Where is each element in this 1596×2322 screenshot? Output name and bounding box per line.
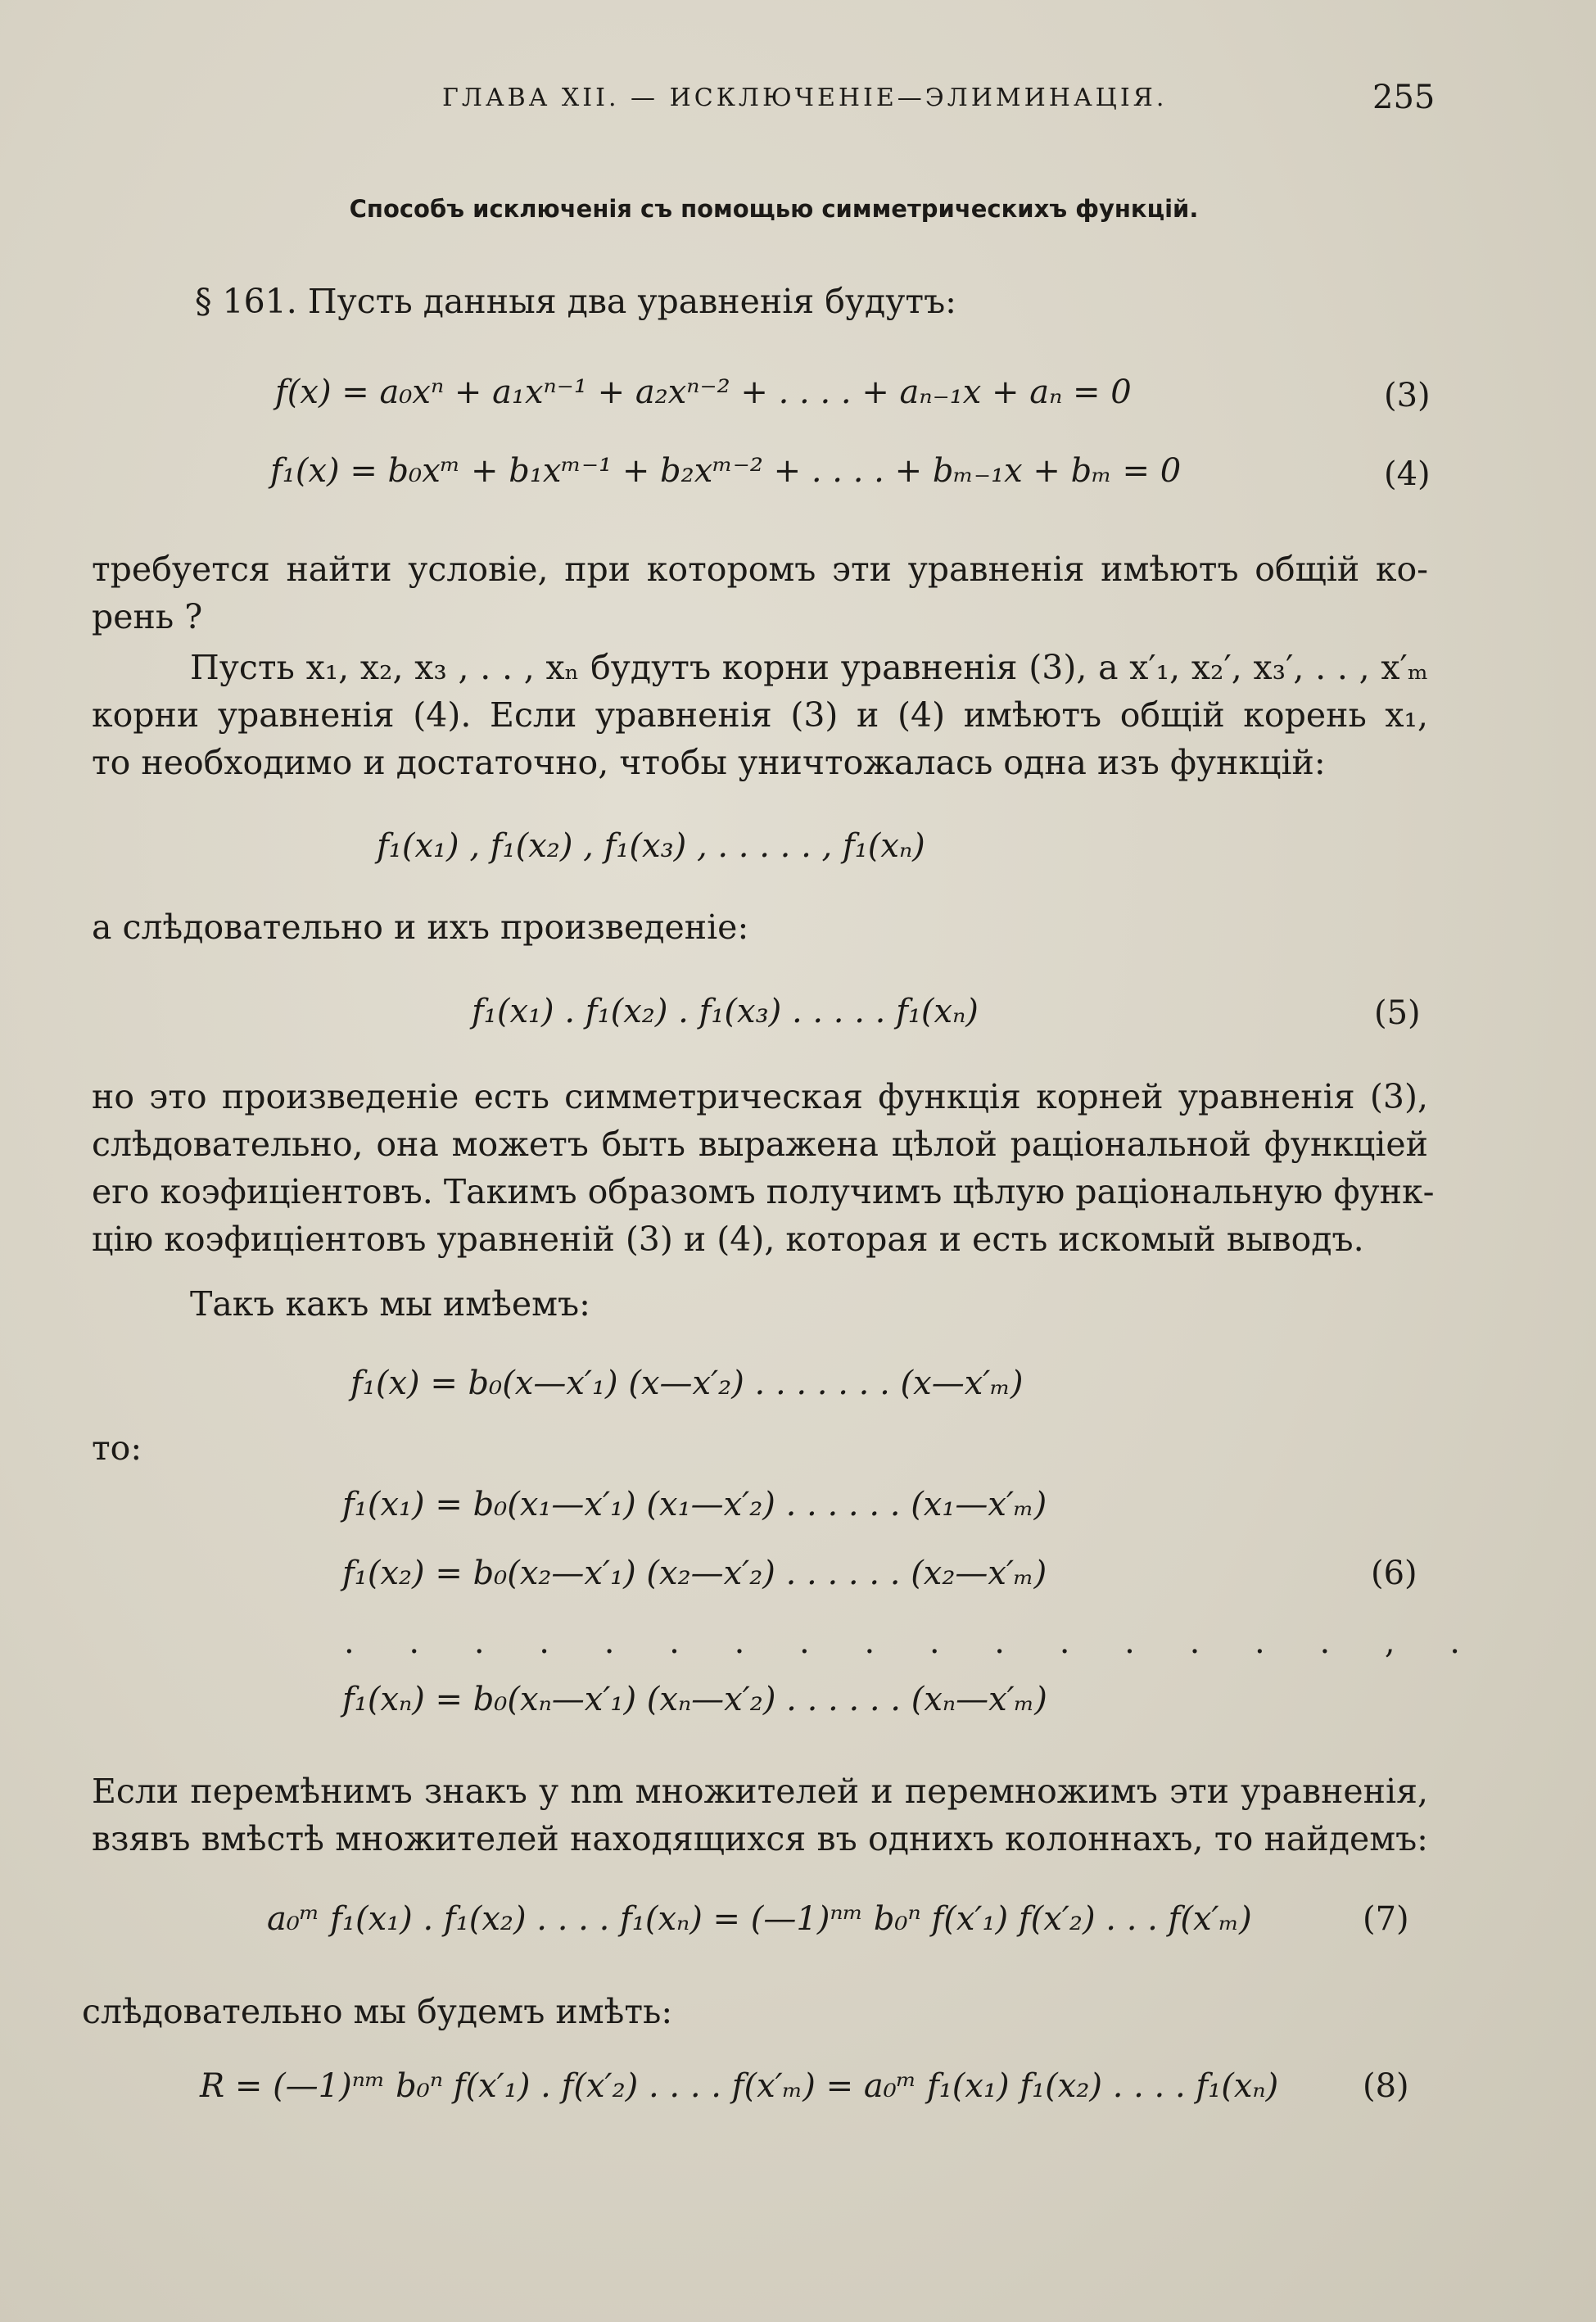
- paragraph-161-intro: § 161. Пусть данныя два уравненія будутъ:: [195, 282, 956, 321]
- text-line: его коэфиціентовъ. Такимъ образомъ получимъ цѣлую раціональную функ-: [92, 1172, 1435, 1211]
- paragraph-since: Такъ какъ мы имѣемъ:: [190, 1284, 590, 1324]
- text-line: рень ?: [92, 597, 203, 636]
- equation-3: f(x) = a₀xⁿ + a₁xⁿ⁻¹ + a₂xⁿ⁻² + . . . . + aₙ₋₁x + aₙ = 0: [275, 373, 1132, 411]
- equation-7-number: (7): [1363, 1900, 1409, 1938]
- paragraph-symmetric: [92, 1073, 1435, 1263]
- text-line: но это произведеніе есть симметрическая функція корней уравненія (3),: [92, 1077, 1428, 1116]
- section-heading: Способъ исключенія съ помощью симметрическихъ функцій.: [349, 195, 1199, 223]
- text-line: корни уравненія (4). Если уравненія (3) и (4) имѣютъ общій корень x₁,: [92, 695, 1428, 735]
- page-number: 255: [1372, 79, 1435, 116]
- equation-5-number: (5): [1374, 994, 1421, 1032]
- equation-6-row-1: f₁(x₁) = b₀(x₁—x′₁) (x₁—x′₂) . . . . . . (x₁—x′ₘ): [342, 1486, 1047, 1523]
- equation-7: a₀ᵐ f₁(x₁) . f₁(x₂) . . . . f₁(xₙ) = (—1)ⁿᵐ b₀ⁿ f(x′₁) f(x′₂) . . . f(x′ₘ): [267, 1900, 1252, 1938]
- paragraph-roots: [92, 644, 1428, 786]
- text-line: взявъ вмѣстѣ множителей находящихся въ однихъ колоннахъ, то найдемъ:: [92, 1819, 1428, 1858]
- label-to: то:: [92, 1428, 142, 1468]
- paragraph-product: а слѣдовательно и ихъ произведеніе:: [92, 908, 749, 947]
- paragraph-sign: [92, 1768, 1428, 1863]
- running-title: ГЛАВА XII. — ИСКЛЮЧЕНІЕ—ЭЛИМИНАЦІЯ.: [442, 84, 1168, 112]
- function-list: f₁(x₁) , f₁(x₂) , f₁(x₃) , . . . . . , f₁(xₙ): [377, 827, 925, 865]
- text-line: цію коэфиціентовъ уравненій (3) и (4), которая и есть искомый выводъ.: [92, 1220, 1364, 1259]
- paragraph-hence: слѣдовательно мы будемъ имѣть:: [82, 1992, 673, 2031]
- paragraph-require: [92, 545, 1428, 640]
- text-line: Если перемѣнимъ знакъ у nm множителей и перемножимъ эти уравненія,: [92, 1772, 1428, 1811]
- equation-6-row-2: f₁(x₂) = b₀(x₂—x′₁) (x₂—x′₂) . . . . . . (x₂—x′ₘ): [342, 1555, 1047, 1592]
- page-header: [0, 79, 1596, 124]
- equation-3-number: (3): [1384, 377, 1431, 414]
- equation-8-number: (8): [1363, 2067, 1409, 2105]
- equation-4: f₁(x) = b₀xᵐ + b₁xᵐ⁻¹ + b₂xᵐ⁻² + . . . . + bₘ₋₁x + bₘ = 0: [270, 452, 1182, 490]
- text-line: то необходимо и достаточно, чтобы уничтожалась одна изъ функцій:: [92, 743, 1326, 782]
- equation-8: R = (—1)ⁿᵐ b₀ⁿ f(x′₁) . f(x′₂) . . . . f(x′ₘ) = a₀ᵐ f₁(x₁) f₁(x₂) . . . . f₁(xₙ): [200, 2067, 1279, 2105]
- equation-6-number: (6): [1371, 1555, 1417, 1592]
- equation-4-number: (4): [1384, 455, 1431, 493]
- equation-6-ellipsis-row: . . . . . . . . . . . . . . . . , .: [344, 1623, 1483, 1661]
- text-line: требуется найти условіе, при которомъ эти уравненія имѣютъ общій ко-: [92, 550, 1428, 589]
- text-line: слѣдовательно, она можетъ быть выражена цѣлой раціональной функціей: [92, 1125, 1428, 1164]
- equation-5: f₁(x₁) . f₁(x₂) . f₁(x₃) . . . . . f₁(xₙ): [472, 993, 979, 1030]
- text-line: Пусть x₁, x₂, x₃ , . . , xₙ будутъ корни уравненія (3), а x′₁, x₂′, x₃′, . . , x′ₘ: [190, 648, 1428, 687]
- equation-6-row-n: f₁(xₙ) = b₀(xₙ—x′₁) (xₙ—x′₂) . . . . . . (xₙ—x′ₘ): [342, 1681, 1047, 1718]
- equation-f1x: f₁(x) = b₀(x—x′₁) (x—x′₂) . . . . . . . (x—x′ₘ): [350, 1365, 1024, 1402]
